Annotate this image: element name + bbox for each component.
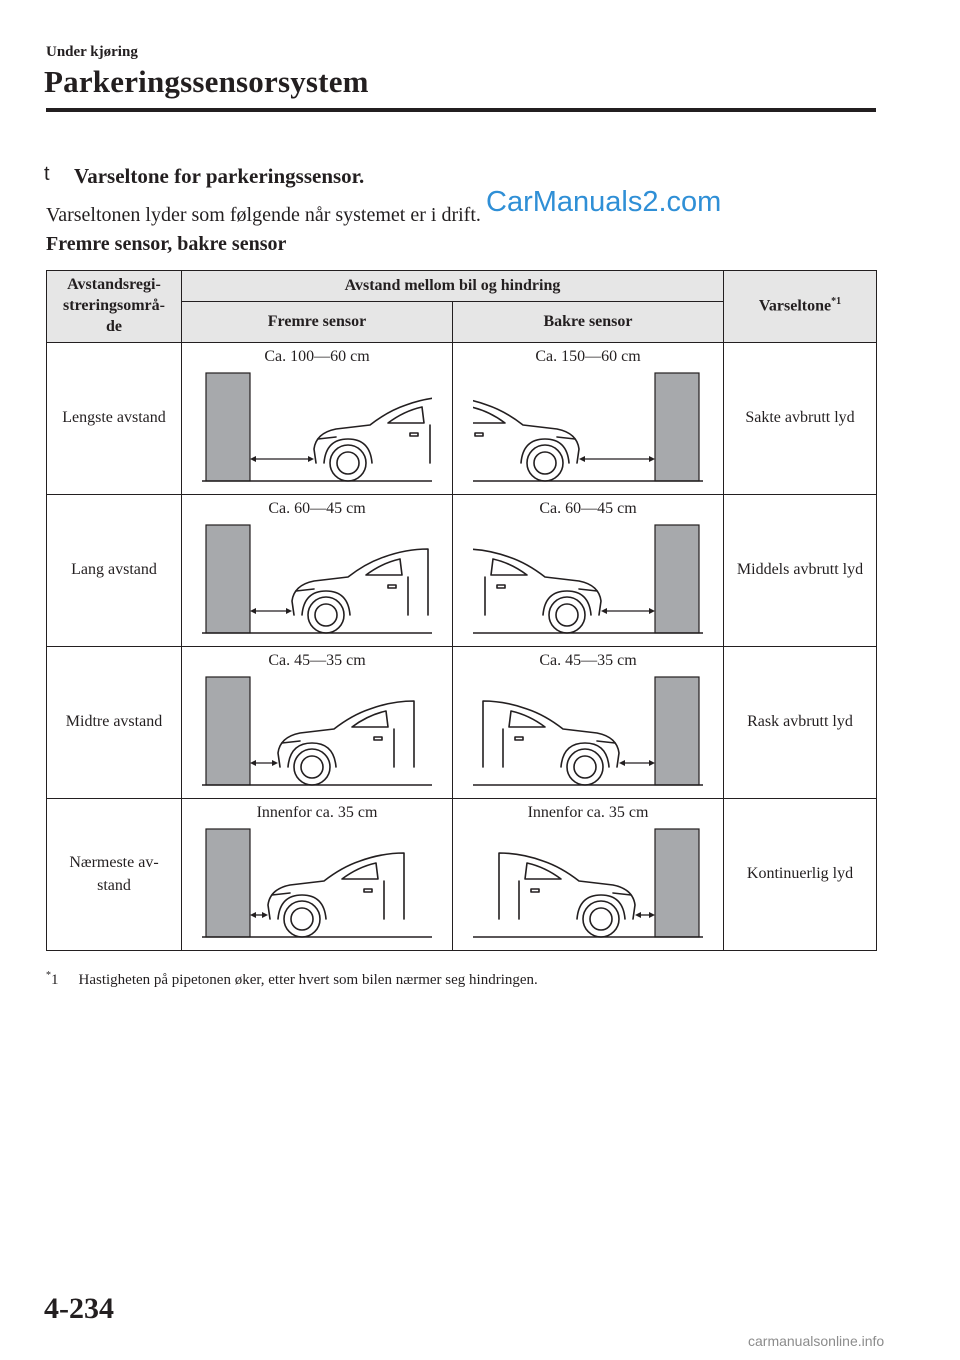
arrowhead-right-icon [649,456,655,462]
tone-cell: Rask avbrutt lyd [724,647,877,799]
rear-sensor-cell [453,799,724,951]
rear-sensor-cell [453,495,724,647]
wall-rear-lang-avstand [655,525,699,633]
arrowhead-left-icon [601,608,607,614]
car-front-naermeste-avstand [268,853,404,937]
car-rear-lang-avstand [473,549,601,633]
front-sensor-cell [182,799,453,951]
front-distance-label: Innenfor ca. 35 cm [256,804,378,821]
subheading: Varseltone for parkeringssensor. [74,164,365,188]
header-zone [47,271,182,343]
arrowhead-left-icon [250,608,256,614]
table-row [47,495,877,647]
header-tone-footnote: *1 [831,296,842,308]
arrowhead-right-icon [308,456,314,462]
footnote-marker: * [46,970,51,981]
car-front-lengste-avstand [314,397,432,481]
header-tone [724,271,877,343]
section-label: Under kjøring [46,44,138,60]
car-rear-lengste-avstand [473,397,579,481]
section-bullet-icon: t [44,163,50,185]
arrowhead-right-icon [262,912,268,918]
wall-front-lengste-avstand [206,373,250,481]
page-number: 4-234 [44,1292,114,1325]
arrowhead-left-icon [250,912,256,918]
zone-cell [47,799,182,951]
page-title: Parkeringssensorsystem [44,64,369,99]
front-sensor-cell [182,343,453,495]
wall-rear-midtre-avstand [655,677,699,785]
tone-cell: Kontinuerlig lyd [724,799,877,951]
front-illustration-naermeste-avstand [202,823,432,941]
footnote [46,970,538,989]
header-distance: Avstand mellom bil og hindring [182,271,724,302]
rear-illustration-lengste-avstand [473,367,703,485]
arrowhead-left-icon [635,912,641,918]
front-distance-label: Ca. 45—35 cm [268,652,366,669]
table-row [47,343,877,495]
rear-illustration-midtre-avstand [473,671,703,789]
front-illustration-lang-avstand [202,519,432,637]
front-illustration-midtre-avstand [202,671,432,789]
rear-distance-label: Innenfor ca. 35 cm [527,804,649,821]
zone-label: Midtre avstand [65,713,163,731]
front-distance-label: Ca. 60—45 cm [268,500,366,517]
title-rule [46,108,876,112]
wall-front-naermeste-avstand [206,829,250,937]
arrowhead-left-icon [619,760,625,766]
rear-sensor-cell [453,343,724,495]
rear-sensor-cell [453,647,724,799]
arrowhead-left-icon [579,456,585,462]
table-title: Fremre sensor, bakre sensor [46,233,287,255]
rear-distance-label: Ca. 45—35 cm [539,652,637,669]
arrowhead-right-icon [272,760,278,766]
zone-label: Lang avstand [71,561,157,579]
wall-front-lang-avstand [206,525,250,633]
zone-label: Nærmeste av- stand [69,854,159,894]
zone-label: Lengste avstand [62,409,166,427]
rear-illustration-lang-avstand [473,519,703,637]
footnote-text: Hastigheten på pipetonen øker, etter hvert som bilen nærmer seg hindringen. [78,972,538,988]
wall-front-midtre-avstand [206,677,250,785]
car-rear-midtre-avstand [483,701,619,785]
sensor-tone-table [46,270,877,951]
arrowhead-right-icon [649,608,655,614]
tone-cell: Sakte avbrutt lyd [724,343,877,495]
rear-illustration-naermeste-avstand [473,823,703,941]
table-row [47,799,877,951]
tone-cell: Middels avbrutt lyd [724,495,877,647]
car-rear-naermeste-avstand [499,853,635,937]
footnote-number: 1 [51,972,59,988]
arrowhead-left-icon [250,456,256,462]
intro-text: Varseltonen lyder som følgende når systemet er i drift. [46,204,481,226]
front-sensor-cell [182,647,453,799]
front-sensor-cell [182,495,453,647]
arrowhead-right-icon [649,760,655,766]
rear-distance-label: Ca. 60—45 cm [539,500,637,517]
rear-distance-label: Ca. 150—60 cm [535,348,641,365]
zone-cell [47,495,182,647]
car-front-midtre-avstand [278,701,414,785]
arrowhead-left-icon [250,760,256,766]
header-zone-label: Avstandsregi- streringsområ- de [63,276,165,335]
front-distance-label: Ca. 100—60 cm [264,348,370,365]
wall-rear-lengste-avstand [655,373,699,481]
header-rear: Bakre sensor [453,302,724,343]
front-illustration-lengste-avstand [202,367,432,485]
footer-site: carmanualsonline.info [748,1333,885,1349]
arrowhead-right-icon [286,608,292,614]
wall-rear-naermeste-avstand [655,829,699,937]
arrowhead-right-icon [649,912,655,918]
car-front-lang-avstand [292,549,428,633]
zone-cell [47,647,182,799]
header-front: Fremre sensor [182,302,453,343]
watermark-logo: CarManuals2.com [486,186,722,218]
header-tone-label: Varseltone [758,297,832,315]
table-row [47,647,877,799]
zone-cell [47,343,182,495]
